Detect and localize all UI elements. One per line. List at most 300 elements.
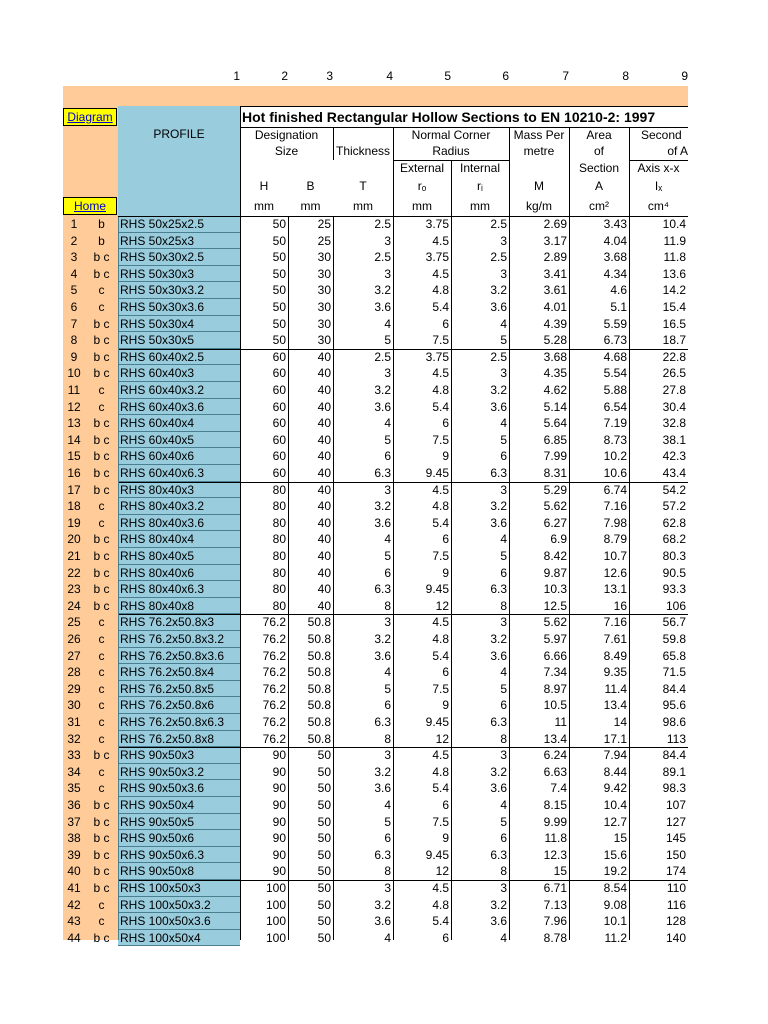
row-number: 20 [67, 532, 81, 547]
cell-h: 80 [272, 515, 286, 530]
row-number: 34 [67, 764, 81, 779]
cell-h: 50 [272, 316, 286, 331]
row-code: c [98, 632, 105, 646]
cell-m: 7.4 [550, 781, 567, 796]
row-code: b c [93, 748, 110, 763]
column-number: 2 [281, 69, 288, 83]
cell-m: 13.4 [543, 731, 567, 746]
cell-ro: 5.4 [432, 515, 449, 530]
cell-ro: 4.5 [432, 366, 449, 381]
profile-cell[interactable]: RHS 60x40x6 [118, 448, 240, 465]
row-code: b c [93, 847, 110, 862]
cell-h: 80 [272, 482, 286, 497]
cell-ro: 4.5 [432, 748, 449, 763]
cell-a: 7.94 [603, 748, 627, 763]
cell-h: 50 [272, 283, 286, 298]
cell-ri: 4 [500, 532, 507, 547]
cell-a: 5.54 [603, 366, 627, 381]
profile-cell[interactable]: RHS 60x40x5 [118, 432, 240, 449]
column-number: 3 [326, 69, 333, 83]
cell-b: 50 [317, 831, 331, 846]
cell-ri: 3.2 [490, 632, 507, 646]
row-number: 12 [67, 399, 81, 414]
row-number: 30 [67, 698, 81, 713]
cell-t: 6 [384, 449, 391, 464]
group-divider [118, 614, 688, 615]
cell-h: 100 [265, 930, 286, 945]
cell-m: 5.97 [543, 632, 567, 646]
cell-ro: 6 [442, 930, 449, 945]
cell-t: 6.3 [374, 847, 391, 862]
cell-ix: 128 [665, 914, 686, 929]
cell-h: 90 [272, 814, 286, 829]
profile-cell[interactable]: RHS 90x50x5 [118, 814, 240, 831]
cell-a: 15 [613, 831, 627, 846]
cell-h: 80 [272, 532, 286, 547]
cell-ri: 2.5 [490, 349, 507, 364]
symbol-ro: rₒ [417, 179, 427, 193]
cell-t: 6.3 [374, 715, 391, 729]
cell-ro: 4.5 [432, 615, 449, 630]
cell-b: 30 [317, 300, 331, 314]
cell-h: 90 [272, 847, 286, 862]
cell-ri: 3.6 [490, 648, 507, 663]
cell-ri: 6.3 [490, 715, 507, 729]
cell-m: 7.34 [543, 665, 567, 680]
cell-m: 7.99 [543, 449, 567, 464]
cell-b: 50.8 [307, 665, 331, 680]
cell-ro: 4.8 [432, 897, 449, 912]
profile-cell[interactable]: RHS 76.2x50.8x6.3 [118, 714, 240, 731]
row-number: 2 [70, 233, 78, 248]
cell-ri: 3.6 [490, 399, 507, 414]
cell-h: 60 [272, 399, 286, 414]
cell-m: 2.69 [543, 217, 567, 231]
profile-cell[interactable]: RHS 76.2x50.8x3.6 [118, 648, 240, 665]
profile-cell[interactable]: RHS 80x40x3.2 [118, 498, 240, 515]
cell-m: 8.78 [543, 930, 567, 945]
designation-header: Designation [254, 128, 319, 142]
row-number: 39 [67, 847, 81, 862]
cell-m: 8.42 [543, 549, 567, 563]
cell-t: 5 [384, 681, 391, 696]
cell-t: 3 [384, 266, 391, 281]
cell-ix: 110 [666, 881, 686, 895]
profile-cell[interactable]: RHS 50x30x4 [118, 316, 240, 333]
cell-ri: 3 [500, 881, 507, 895]
cell-m: 7.13 [543, 897, 567, 912]
cell-ri: 3.2 [490, 897, 507, 912]
row-code: c [98, 648, 105, 663]
row-code: c [98, 764, 105, 779]
cell-ri: 5 [500, 814, 507, 829]
cell-m: 12.5 [543, 598, 567, 613]
profile-cell[interactable]: RHS 80x40x6 [118, 565, 240, 582]
cell-m: 9.87 [543, 565, 567, 580]
cell-m: 4.01 [543, 300, 567, 314]
cell-a: 8.73 [603, 432, 627, 447]
cell-b: 30 [317, 250, 331, 265]
cell-h: 60 [272, 383, 286, 397]
cell-h: 90 [272, 748, 286, 763]
mass-header-sub: metre [523, 144, 555, 158]
cell-b: 40 [317, 383, 331, 397]
cell-b: 40 [317, 598, 331, 613]
cell-t: 5 [384, 333, 391, 348]
cell-t: 3.6 [374, 399, 391, 414]
cell-ix: 98.6 [662, 715, 686, 729]
profile-cell[interactable]: RHS 100x50x3.2 [118, 897, 240, 914]
symbol-b: B [306, 179, 315, 193]
cell-m: 4.39 [543, 316, 567, 331]
cell-ri: 4 [500, 316, 507, 331]
profile-cell[interactable]: RHS 60x40x4 [118, 415, 240, 432]
row-number: 32 [67, 731, 81, 746]
profile-cell[interactable]: RHS 90x50x4 [118, 797, 240, 814]
cell-t: 3.6 [374, 515, 391, 530]
profile-cell[interactable]: RHS 50x30x3 [118, 266, 240, 283]
cell-t: 3 [384, 748, 391, 763]
cell-h: 80 [272, 565, 286, 580]
cell-b: 50 [317, 798, 331, 812]
profile-cell[interactable]: RHS 76.2x50.8x8 [118, 731, 240, 748]
row-code: c [98, 681, 105, 696]
row-code: c [98, 731, 105, 746]
cell-m: 8.15 [543, 798, 567, 812]
cell-t: 6 [384, 698, 391, 713]
cell-h: 60 [272, 466, 286, 480]
cell-h: 76.2 [262, 715, 286, 729]
cell-h: 50 [272, 300, 286, 314]
cell-ri: 5 [500, 549, 507, 563]
row-number: 15 [67, 449, 81, 464]
profile-cell[interactable]: RHS 90x50x8 [118, 863, 240, 880]
cell-t: 2.5 [374, 250, 391, 265]
row-number: 16 [67, 466, 81, 480]
row-code: b c [93, 582, 110, 597]
cell-ri: 6 [500, 565, 507, 580]
cell-h: 90 [272, 831, 286, 846]
cell-ro: 9.45 [425, 582, 449, 597]
profile-header-cell [118, 106, 240, 216]
cell-ri: 4 [500, 798, 507, 812]
cell-ix: 84.4 [662, 681, 686, 696]
cell-ix: 13.6 [662, 266, 686, 281]
row-code: b c [93, 250, 110, 265]
profile-cell[interactable]: RHS 50x30x3.6 [118, 299, 240, 316]
row-number: 26 [67, 632, 81, 646]
symbol-ix: Iₓ [654, 179, 663, 193]
cell-h: 100 [265, 914, 286, 929]
row-code: c [98, 781, 105, 796]
cell-b: 40 [317, 532, 331, 547]
cell-a: 11.4 [604, 681, 627, 696]
row-number: 44 [67, 930, 81, 945]
cell-t: 4 [384, 930, 391, 945]
cell-h: 90 [272, 864, 286, 879]
cell-a: 17.1 [603, 731, 627, 746]
row-number: 41 [67, 881, 81, 895]
cell-a: 10.4 [603, 798, 627, 812]
cell-ix: 106 [665, 598, 686, 613]
row-code: b c [93, 864, 110, 879]
cell-ri: 6 [500, 449, 507, 464]
cell-ix: 84.4 [662, 748, 686, 763]
unit-ix: cm⁴ [647, 199, 670, 213]
cell-t: 3 [384, 881, 391, 895]
profile-cell[interactable]: RHS 50x25x3 [118, 233, 240, 250]
symbol-m: M [534, 179, 544, 193]
cell-b: 50.8 [307, 715, 331, 729]
profile-cell[interactable]: RHS 80x40x4 [118, 531, 240, 548]
profile-cell[interactable]: RHS 50x30x2.5 [118, 249, 240, 266]
cell-a: 8.49 [603, 648, 627, 663]
cell-t: 3 [384, 233, 391, 248]
row-code: c [98, 897, 105, 912]
row-code: c [98, 698, 105, 713]
cell-b: 50 [317, 781, 331, 796]
profile-cell[interactable]: RHS 80x40x3 [118, 482, 240, 499]
cell-h: 60 [272, 449, 286, 464]
cell-t: 3.2 [374, 632, 391, 646]
cell-a: 7.98 [603, 515, 627, 530]
cell-h: 90 [272, 781, 286, 796]
radius-header: Normal Corner [411, 128, 491, 142]
cell-t: 8 [384, 598, 391, 613]
cell-a: 3.68 [603, 250, 627, 265]
cell-ri: 3 [500, 266, 507, 281]
cell-m: 12.3 [543, 847, 567, 862]
cell-m: 6.27 [543, 515, 567, 530]
cell-m: 5.14 [543, 399, 567, 414]
symbol-ri: rᵢ [477, 179, 483, 193]
cell-m: 4.35 [543, 366, 567, 381]
symbol-h: H [259, 179, 269, 193]
cell-h: 50 [272, 250, 286, 265]
group-divider [118, 482, 688, 483]
profile-cell[interactable]: RHS 60x40x3 [118, 365, 240, 382]
cell-ix: 26.5 [662, 366, 686, 381]
profile-cell[interactable]: RHS 90x50x6.3 [118, 847, 240, 864]
unit-ro: mm [412, 199, 432, 213]
profile-cell[interactable]: RHS 50x30x3.2 [118, 282, 240, 299]
cell-a: 5.59 [603, 316, 627, 331]
profile-cell[interactable]: RHS 76.2x50.8x5 [118, 681, 240, 698]
cell-b: 50 [317, 897, 331, 912]
row-number: 9 [70, 349, 78, 364]
axis-header: Axis x-x [637, 161, 680, 175]
cell-ro: 3.75 [425, 250, 449, 265]
column-number: 1 [233, 69, 240, 83]
profile-cell[interactable]: RHS 80x40x3.6 [118, 515, 240, 532]
cell-b: 40 [317, 582, 331, 597]
cell-ri: 6.3 [490, 847, 507, 862]
row-number: 8 [70, 333, 78, 348]
row-code: b c [93, 466, 110, 480]
cell-b: 50 [317, 864, 331, 879]
profile-cell[interactable]: RHS 90x50x3.6 [118, 780, 240, 797]
cell-h: 76.2 [262, 632, 286, 646]
profile-cell[interactable]: RHS 76.2x50.8x3.2 [118, 631, 240, 648]
row-code: b c [93, 881, 110, 895]
cell-ix: 18.7 [662, 333, 686, 348]
cell-a: 9.35 [603, 665, 627, 680]
cell-a: 10.6 [603, 466, 627, 480]
cell-b: 40 [317, 366, 331, 381]
profile-cell[interactable]: RHS 80x40x5 [118, 548, 240, 565]
profile-cell[interactable]: RHS 76.2x50.8x4 [118, 664, 240, 681]
cell-b: 40 [317, 432, 331, 447]
cell-ro: 12 [435, 864, 449, 879]
cell-m: 9.99 [543, 814, 567, 829]
row-number: 23 [67, 582, 81, 597]
cell-a: 7.19 [603, 416, 627, 431]
cell-t: 4 [384, 665, 391, 680]
cell-m: 8.97 [543, 681, 567, 696]
cell-ri: 4 [500, 665, 507, 680]
row-number: 40 [67, 864, 81, 879]
row-number: 42 [67, 897, 81, 912]
cell-h: 50 [272, 333, 286, 348]
profile-cell[interactable]: RHS 80x40x6.3 [118, 581, 240, 598]
cell-ix: 27.8 [662, 383, 686, 397]
cell-ix: 62.8 [662, 515, 686, 530]
row-code: c [98, 665, 105, 680]
unit-b: mm [300, 199, 321, 213]
cell-ri: 8 [500, 864, 507, 879]
cell-m: 6.63 [543, 764, 567, 779]
cell-m: 11.8 [544, 831, 567, 846]
cell-ri: 3 [500, 748, 507, 763]
cell-ro: 3.75 [425, 349, 449, 364]
profile-cell[interactable]: RHS 76.2x50.8x3 [118, 614, 240, 631]
profile-cell[interactable]: RHS 80x40x8 [118, 598, 240, 615]
profile-cell[interactable]: RHS 50x25x2.5 [118, 216, 240, 233]
cell-ri: 5 [500, 432, 507, 447]
cell-ri: 3.2 [490, 499, 507, 514]
profile-cell[interactable]: RHS 76.2x50.8x6 [118, 697, 240, 714]
profile-cell[interactable]: RHS 60x40x3.2 [118, 382, 240, 399]
profile-cell[interactable]: RHS 90x50x3 [118, 747, 240, 764]
profile-cell[interactable]: RHS 90x50x3.2 [118, 764, 240, 781]
cell-a: 5.88 [603, 383, 627, 397]
cell-a: 8.54 [603, 881, 627, 895]
cell-ro: 3.75 [425, 217, 449, 231]
cell-ro: 4.5 [432, 266, 449, 281]
cell-ro: 4.8 [432, 383, 449, 397]
profile-cell[interactable]: RHS 100x50x3 [118, 880, 240, 897]
cell-a: 13.4 [603, 698, 627, 713]
row-code: b c [93, 565, 110, 580]
cell-t: 4 [384, 798, 391, 812]
cell-a: 12.6 [603, 565, 627, 580]
cell-b: 40 [317, 499, 331, 514]
profile-cell[interactable]: RHS 50x30x5 [118, 332, 240, 349]
cell-a: 13.1 [603, 582, 627, 597]
row-number: 13 [67, 416, 81, 431]
profile-cell[interactable]: RHS 100x50x3.6 [118, 913, 240, 930]
cell-ix: 16.5 [662, 316, 686, 331]
cell-ix: 127 [665, 814, 686, 829]
cell-m: 3.68 [543, 349, 567, 364]
cell-ro: 5.4 [432, 914, 449, 929]
cell-ix: 107 [665, 798, 686, 812]
group-divider [118, 349, 688, 350]
row-code: b c [93, 549, 110, 563]
cell-ri: 3 [500, 482, 507, 497]
cell-t: 3.6 [374, 781, 391, 796]
row-code: b c [93, 814, 110, 829]
row-code: b c [93, 831, 110, 846]
cell-ix: 57.2 [662, 499, 686, 514]
cell-m: 6.71 [543, 881, 567, 895]
profile-cell[interactable]: RHS 60x40x3.6 [118, 399, 240, 416]
row-code: c [98, 283, 105, 298]
cell-b: 50 [317, 814, 331, 829]
diagram-link[interactable]: Diagram [63, 108, 117, 126]
group-divider [118, 880, 688, 881]
cell-t: 4 [384, 532, 391, 547]
cell-h: 80 [272, 598, 286, 613]
cell-ix: 65.8 [662, 648, 686, 663]
profile-cell[interactable]: RHS 60x40x6.3 [118, 465, 240, 482]
profile-cell[interactable]: RHS 100x50x4 [118, 930, 240, 947]
cell-ro: 7.5 [432, 333, 449, 348]
cell-m: 8.31 [543, 466, 567, 480]
cell-h: 80 [272, 582, 286, 597]
cell-t: 3.2 [374, 764, 391, 779]
cell-ro: 7.5 [432, 432, 449, 447]
cell-ri: 3.2 [490, 764, 507, 779]
column-number: 5 [444, 69, 451, 83]
cell-ix: 140 [665, 930, 686, 945]
cell-ro: 9 [442, 449, 449, 464]
cell-m: 5.64 [543, 416, 567, 431]
cell-ix: 38.1 [662, 432, 686, 447]
radius-header-sub: Radius [432, 144, 470, 158]
cell-t: 4 [384, 416, 391, 431]
row-code: c [98, 914, 105, 929]
group-divider [118, 747, 688, 748]
row-code: c [98, 715, 105, 729]
cell-ri: 4 [500, 930, 507, 945]
cell-a: 6.73 [603, 333, 627, 348]
cell-ri: 3.2 [490, 383, 507, 397]
cell-m: 5.62 [543, 615, 567, 630]
row-code: c [98, 399, 105, 414]
cell-ro: 4.8 [432, 632, 449, 646]
cell-ix: 71.5 [662, 665, 686, 680]
cell-b: 30 [317, 266, 331, 281]
cell-ro: 4.5 [432, 233, 449, 248]
profile-header: PROFILE [153, 127, 205, 141]
row-number: 35 [67, 781, 81, 796]
cell-ix: 68.2 [662, 532, 686, 547]
cell-b: 40 [317, 349, 331, 364]
cell-t: 3 [384, 615, 391, 630]
cell-b: 50.8 [307, 681, 331, 696]
home-link[interactable]: Home [63, 197, 117, 215]
row-number: 38 [67, 831, 81, 846]
cell-t: 4 [384, 316, 391, 331]
cell-ix: 174 [665, 864, 686, 879]
profile-cell[interactable]: RHS 90x50x6 [118, 830, 240, 847]
cell-ro: 9 [442, 831, 449, 846]
cell-a: 9.08 [603, 897, 627, 912]
cell-ro: 4.5 [432, 482, 449, 497]
profile-cell[interactable]: RHS 60x40x2.5 [118, 349, 240, 366]
cell-ro: 5.4 [432, 300, 449, 314]
